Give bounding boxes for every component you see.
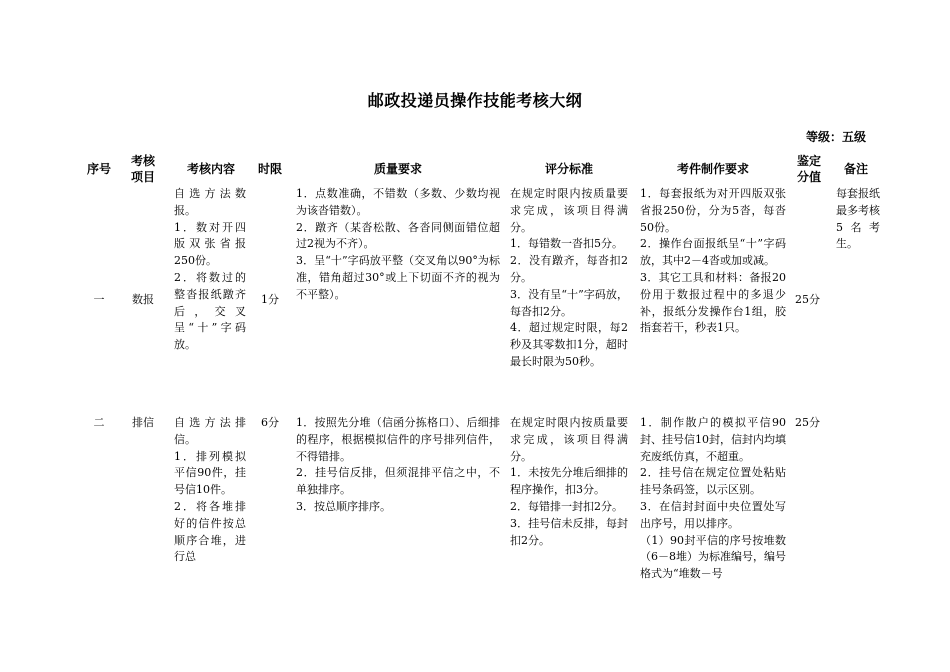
cell-paragraph: 2．蹾齐（某沓松散、各沓同侧面错位超过2视为不齐）。 bbox=[296, 220, 500, 251]
cell-paragraph: 1．未按先分堆后细排的程序操作，扣3分。 bbox=[510, 466, 628, 497]
row2-item: 排信 bbox=[132, 416, 154, 429]
row2-seq: 二 bbox=[93, 416, 105, 429]
row1-score: 25分 bbox=[795, 293, 820, 306]
cell-paragraph: 4．超过规定时限，每2秒及其零数扣1分，超时最长时限为50秒。 bbox=[510, 321, 628, 368]
cell-paragraph: 2．将数过的整沓报纸蹾齐后，交叉呈“十”字码放。 bbox=[174, 270, 246, 352]
header-score: 鉴定 分值 bbox=[796, 154, 821, 184]
cell-paragraph: 1．每套报纸为对开四版双张省报250份，分为5沓，每沓50份。 bbox=[640, 187, 786, 234]
row1-quality bbox=[296, 186, 500, 304]
cell-paragraph: 2．将各堆排好的信件按总顺序合堆，进行总 bbox=[174, 499, 246, 564]
cell-paragraph: 1．制作散户的模拟平信90封、挂号信10封，信封内均填充废纸仿真，不超重。 bbox=[640, 416, 786, 463]
row2-score: 25分 bbox=[795, 416, 820, 429]
header-time: 时限 bbox=[257, 162, 282, 176]
cell-paragraph: 3．呈“十”字码放平整（交叉角以90°为标准，错角超过30°或上下切面不齐的视为不平整）。 bbox=[296, 254, 500, 301]
cell-paragraph: （1）90封平信的序号按堆数（6－8堆）为标准编号，编号格式为“堆数－号 bbox=[640, 533, 786, 581]
cell-paragraph: 2．挂号信在规定位置处粘贴挂号条码签，以示区别。 bbox=[640, 466, 786, 497]
row1-seq: 一 bbox=[93, 293, 105, 306]
row1-item: 数报 bbox=[132, 293, 154, 306]
cell-paragraph: 2．操作台面报纸呈“十”字码放，其中2－4沓或加或减。 bbox=[640, 237, 786, 268]
header-seq: 序号 bbox=[86, 162, 111, 176]
header-scoring: 评分标准 bbox=[544, 162, 593, 176]
header-note: 备注 bbox=[843, 162, 868, 176]
row2-scoring bbox=[510, 415, 628, 549]
cell-paragraph: 3．其它工具和材料：备报20份用于数报过程中的多退少补，报纸分发操作台1组，胶指套若干，秒表1只。 bbox=[640, 270, 786, 335]
header-content: 考核内容 bbox=[186, 162, 235, 176]
cell-paragraph: 自选方法排信。 bbox=[174, 416, 246, 446]
cell-paragraph: 1．点数准确，不错数（多数、少数均视为该沓错数）。 bbox=[296, 187, 500, 217]
cell-paragraph: 1．数对开四版双张省报250份。 bbox=[174, 220, 246, 268]
row2-material bbox=[640, 415, 786, 583]
row2-content bbox=[174, 415, 246, 566]
cell-paragraph: 1．排列模拟平信90件，挂号信10件。 bbox=[174, 449, 246, 497]
cell-paragraph: 3．按总顺序排序。 bbox=[296, 499, 391, 513]
row1-time: 1分 bbox=[261, 293, 279, 306]
cell-paragraph: 3．没有呈“十”字码放，每沓扣2分。 bbox=[510, 287, 628, 318]
cell-paragraph: 3．挂号信未反排，每封扣2分。 bbox=[510, 516, 628, 547]
cell-paragraph: 在规定时限内按质量要求完成，该项目得满分。 bbox=[510, 187, 628, 234]
cell-paragraph: 2．没有蹾齐，每沓扣2分。 bbox=[510, 254, 628, 284]
header-item: 考核 项目 bbox=[130, 154, 155, 184]
cell-paragraph: 每套报纸最多考核5名考生。 bbox=[836, 187, 880, 251]
cell-paragraph: 在规定时限内按质量要求完成，该项目得满分。 bbox=[510, 416, 628, 463]
row1-scoring bbox=[510, 186, 628, 371]
cell-paragraph: 自选方法数报。 bbox=[174, 187, 246, 217]
header-material: 考件制作要求 bbox=[676, 162, 749, 176]
row1-material bbox=[640, 186, 786, 337]
header-quality: 质量要求 bbox=[373, 162, 422, 176]
row1-content bbox=[174, 186, 246, 354]
row2-time: 6分 bbox=[261, 416, 279, 429]
cell-paragraph: 2．每错排一封扣2分。 bbox=[510, 499, 623, 513]
cell-paragraph: 3．在信封封面中央位置处写出序号，用以排序。 bbox=[640, 499, 786, 530]
document-title: 邮政投递员操作技能考核大纲 bbox=[367, 91, 583, 110]
row1-note bbox=[836, 186, 880, 253]
cell-paragraph: 1．每错数一沓扣5分。 bbox=[510, 237, 623, 251]
cell-paragraph: 1．按照先分堆（信函分拣格口）、后细排的程序，根据模拟信件的序号排列信件，不得错排。 bbox=[296, 416, 500, 463]
grade-label: 等级：五级 bbox=[805, 130, 866, 144]
row2-quality bbox=[296, 415, 500, 516]
cell-paragraph: 2．挂号信反排，但须混排平信之中，不单独排序。 bbox=[296, 466, 500, 497]
